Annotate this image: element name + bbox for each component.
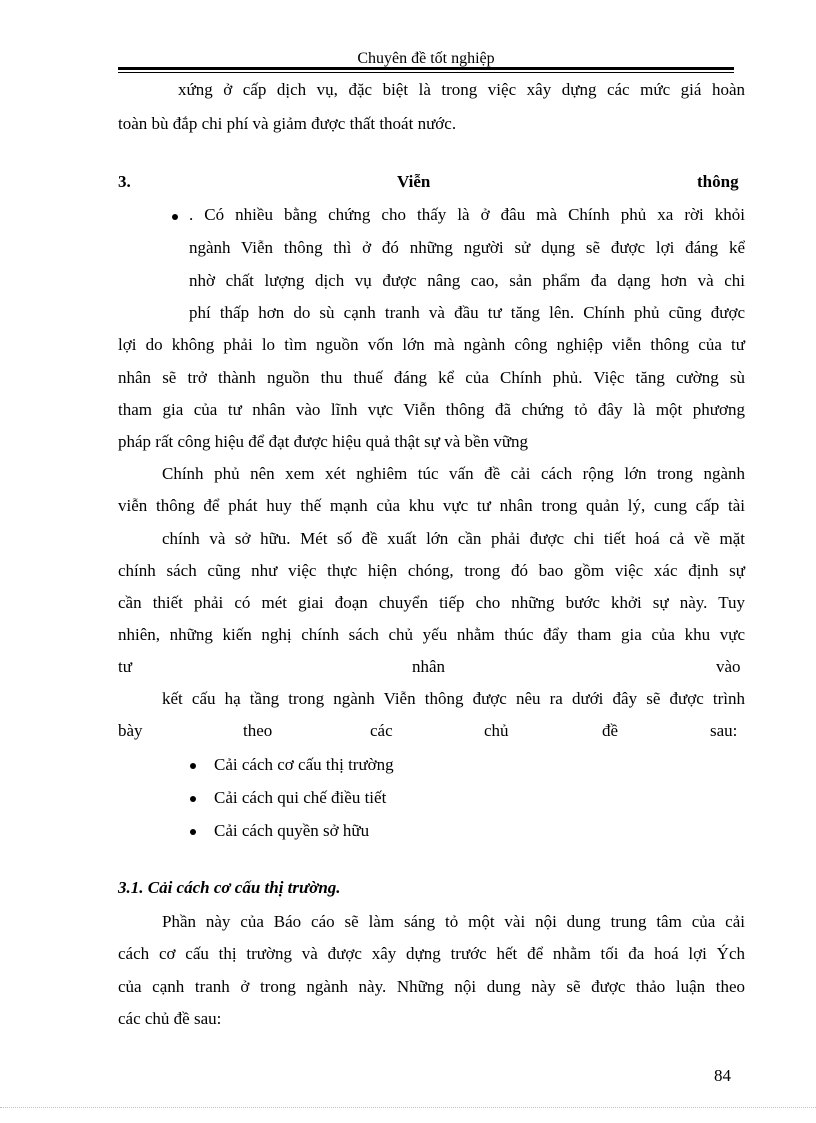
para2-line-8: kết cấu hạ tầng trong ngành Viễn thông được nêu ra dưới đây sẽ được trình <box>162 689 745 708</box>
section-title-word-1: Viễn <box>397 172 431 191</box>
bullet-icon <box>172 214 178 220</box>
para1-line-5: lợi do không phải lo tìm nguồn vốn lớn mà ngành công nghiệp viễn thông của tư <box>118 335 745 354</box>
bullet-icon <box>190 796 196 802</box>
para2-line-7-word-2: nhân <box>412 657 446 676</box>
page-header-title: Chuyên đề tốt nghiệp <box>357 50 495 67</box>
bullet-icon <box>190 829 196 835</box>
page-bottom-border <box>0 1107 816 1108</box>
section-title-word-2: thông <box>697 172 739 191</box>
para2-line-9-word-5: đề <box>602 721 619 740</box>
topic-item: Cải cách quyền sở hữu <box>214 821 370 840</box>
bullet-icon <box>190 763 196 769</box>
para2-line-3: chính và sở hữu. Mét số đề xuất lớn cần phải được chi tiết hoá cả về mặt <box>162 529 745 548</box>
header-rule-thick <box>118 67 734 70</box>
para1-line-8: pháp rất công hiệu để đạt được hiệu quả thật sự và bền vững <box>118 432 529 451</box>
para1-line-6: nhân sẽ trở thành nguồn thu thuế đáng kể của Chính phủ. Việc tăng cường sù <box>118 368 745 387</box>
para3-line-2: cách cơ cấu thị trường và được xây dựng trước hết để nhằm tối đa hoá lợi Ých <box>118 944 745 963</box>
subsection-heading: 3.1. Cải cách cơ cấu thị trường. <box>118 878 341 897</box>
para1-line-7: tham gia của tư nhân vào lĩnh vực Viễn thông đã chứng tỏ đây là một phương <box>118 400 745 419</box>
para2-line-1: Chính phủ nên xem xét nghiêm túc vấn đề cải cách rộng lớn trong ngành <box>162 464 745 483</box>
para2-line-9-word-6: sau: <box>710 721 738 740</box>
para1-line-4: phí thấp hơn do sù cạnh tranh và đầu tư tăng lên. Chính phủ cũng được <box>189 303 745 322</box>
para3-line-3: của cạnh tranh ở trong ngành này. Những nội dung này sẽ được thảo luận theo <box>118 977 745 996</box>
para2-line-9-word-4: chủ <box>484 721 509 740</box>
para2-line-5: cần thiết phải có mét giai đoạn chuyển tiếp cho những bước khởi sự này. Tuy <box>118 593 745 612</box>
para1-line-3: nhờ chất lượng dịch vụ được nâng cao, sản phẩm đa dạng hơn và chi <box>189 271 745 290</box>
para3-line-1: Phần này của Báo cáo sẽ làm sáng tỏ một vài nội dung trung tâm của cải <box>162 912 745 931</box>
para3-line-4: các chủ đề sau: <box>118 1009 222 1028</box>
para2-line-7-word-1: tư <box>118 657 132 676</box>
intro-line-2: toàn bù đắp chi phí và giảm được thất thoát nước. <box>118 114 457 133</box>
section-number: 3. <box>118 172 131 191</box>
para2-line-9-word-1: bày <box>118 721 143 740</box>
page-number: 84 <box>714 1066 731 1085</box>
para2-line-2: viễn thông để phát huy thế mạnh của khu vực tư nhân trong quản lý, cung cấp tài <box>118 496 745 515</box>
topic-item: Cải cách cơ cấu thị trường <box>214 755 394 774</box>
header-rule-thin <box>118 72 734 73</box>
para2-line-9-word-2: theo <box>243 721 273 740</box>
para2-line-4: chính sách cũng như việc thực hiện chóng, trong đó bao gồm việc xác định sự <box>118 561 745 580</box>
para1-line-1: . Có nhiều bằng chứng cho thấy là ở đâu mà Chính phủ xa rời khỏi <box>189 205 745 224</box>
para2-line-6: nhiên, những kiến nghị chính sách chủ yếu nhằm thúc đẩy tham gia của khu vực <box>118 625 745 644</box>
para2-line-9-word-3: các <box>370 721 393 740</box>
topic-item: Cải cách qui chế điều tiết <box>214 788 387 807</box>
para2-line-7-word-3: vào <box>716 657 741 676</box>
intro-line-1: xứng ở cấp dịch vụ, đặc biệt là trong việc xây dựng các mức giá hoàn <box>178 80 745 99</box>
para1-line-2: ngành Viễn thông thì ở đó những người sử dụng sẽ được lợi đáng kể <box>189 238 745 257</box>
